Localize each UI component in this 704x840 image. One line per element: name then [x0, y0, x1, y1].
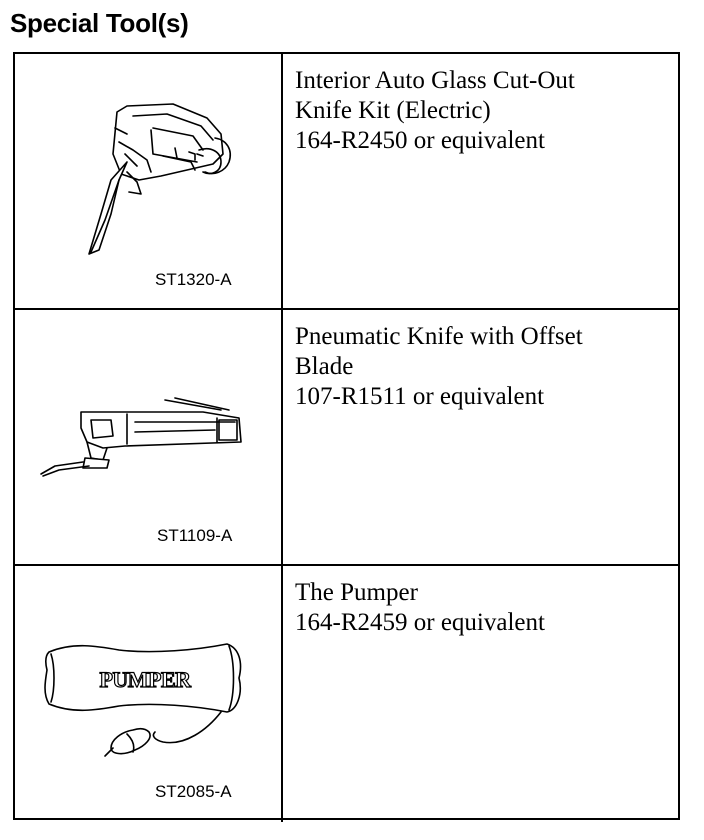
figure-code: ST2085-A — [155, 782, 232, 801]
tool-name-line: Blade — [295, 353, 354, 380]
tool-name-line: Pneumatic Knife with Offset — [295, 323, 583, 350]
tool-description — [295, 322, 671, 412]
figure-code: ST1109-A — [157, 526, 233, 545]
tool-row — [15, 566, 678, 822]
tool-row — [15, 310, 678, 566]
page-title: Special Tool(s) — [10, 8, 189, 38]
tool-name-line: Knife Kit (Electric) — [295, 97, 491, 124]
special-tools-table — [13, 52, 680, 820]
figure-code: ST1320-A — [155, 270, 232, 289]
pumper-icon — [15, 566, 281, 820]
tool-part-number: 107-R1511 or equivalent — [295, 383, 545, 410]
pumper-label: PUMPER — [99, 667, 191, 692]
tool-image-cell — [15, 54, 283, 308]
tool-name-line: The Pumper — [295, 579, 418, 606]
tool-description — [295, 578, 671, 638]
pneumatic-knife-icon — [15, 310, 281, 564]
tool-description — [295, 66, 671, 156]
tool-part-number: 164-R2459 or equivalent — [295, 609, 545, 636]
tool-row — [15, 54, 678, 310]
tool-image-cell — [15, 310, 283, 564]
tool-name-line: Interior Auto Glass Cut-Out — [295, 67, 575, 94]
electric-knife-icon — [15, 54, 281, 308]
tool-image-cell — [15, 566, 283, 822]
tool-part-number: 164-R2450 or equivalent — [295, 127, 545, 154]
